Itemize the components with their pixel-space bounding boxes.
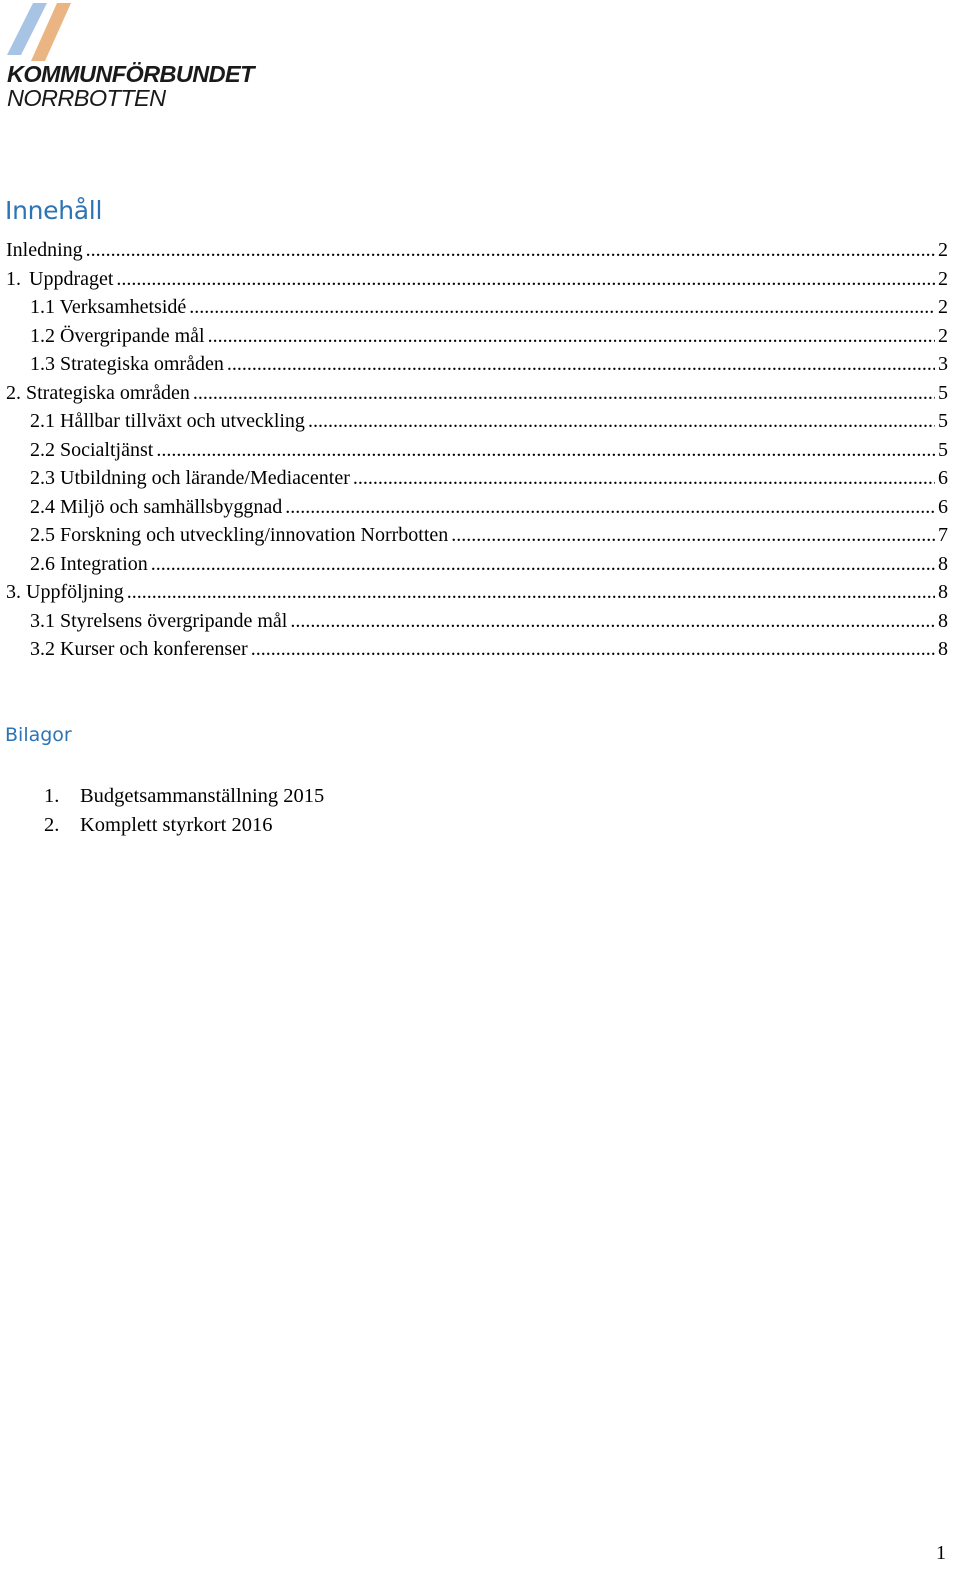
toc-entry-number: 2. [6, 381, 21, 404]
toc-entry-number: 2.3 [30, 467, 55, 489]
dot-leader [151, 550, 935, 579]
dot-leader [86, 236, 935, 265]
toc-entry-text [30, 493, 282, 522]
toc-entry-page: 6 [938, 467, 948, 489]
toc-entry-text [6, 236, 83, 265]
annex-item [44, 782, 324, 811]
toc-entry-page: 8 [938, 638, 948, 660]
table-of-contents [6, 236, 948, 664]
annex-list [44, 782, 324, 840]
dot-leader [193, 379, 935, 408]
dot-leader [156, 436, 935, 465]
toc-entry-number: 2.1 [30, 410, 55, 432]
toc-entry-text [30, 322, 205, 351]
toc-entry-label: Utbildning och lärande/Mediacenter [60, 467, 350, 489]
toc-entry-2-2[interactable] [6, 436, 948, 465]
toc-entry-label: Uppföljning [26, 581, 124, 603]
toc-entry-2[interactable] [6, 379, 948, 408]
toc-entry-number: 2.2 [30, 438, 55, 461]
annex-number: 2. [44, 814, 60, 836]
toc-entry-1-3[interactable] [6, 350, 948, 379]
toc-entry-text [6, 265, 113, 294]
toc-entry-3[interactable] [6, 578, 948, 607]
toc-entry-page: 5 [938, 438, 948, 461]
toc-entry-number: 1. [6, 267, 21, 290]
toc-entry-page: 2 [938, 239, 948, 261]
toc-entry-text [30, 521, 448, 550]
toc-entry-number: 3. [6, 581, 21, 603]
toc-entry-page: 8 [938, 581, 948, 603]
toc-entry-inledning[interactable] [6, 236, 948, 265]
dot-leader [308, 407, 935, 436]
toc-entry-text [6, 578, 124, 607]
toc-entry-page: 8 [938, 609, 948, 632]
toc-entry-number: 2.6 [30, 552, 55, 575]
toc-entry-text [30, 350, 224, 379]
toc-entry-number: 1.3 [30, 353, 55, 375]
toc-entry-page: 2 [938, 324, 948, 347]
dot-leader [227, 350, 935, 379]
toc-entry-page: 7 [938, 524, 948, 546]
toc-heading: Innehåll [5, 196, 103, 225]
toc-entry-text [30, 407, 305, 436]
annex-label: Komplett styrkort 2016 [80, 814, 273, 836]
toc-entry-label: Uppdraget [29, 267, 114, 290]
annex-label: Budgetsammanställning 2015 [80, 785, 325, 807]
toc-entry-text [30, 293, 186, 322]
dot-leader [208, 322, 935, 351]
toc-entry-text [30, 464, 350, 493]
toc-entry-3-1[interactable] [6, 607, 948, 636]
toc-entry-number: 1.1 [30, 296, 55, 318]
toc-entry-page: 8 [938, 552, 948, 575]
dot-leader [127, 578, 935, 607]
toc-entry-1-2[interactable] [6, 322, 948, 351]
dot-leader [189, 293, 935, 322]
toc-entry-2-4[interactable] [6, 493, 948, 522]
toc-entry-number: 2.5 [30, 524, 55, 546]
toc-entry-3-2[interactable] [6, 635, 948, 664]
toc-entry-text [30, 607, 287, 636]
logo-stripes-icon [7, 3, 87, 65]
annexes-heading: Bilagor [5, 724, 72, 746]
toc-entry-page: 3 [938, 353, 948, 375]
dot-leader [290, 607, 935, 636]
toc-entry-page: 2 [938, 296, 948, 318]
annex-item [44, 811, 324, 840]
toc-entry-label: Övergripande mål [60, 324, 205, 347]
toc-entry-label: Strategiska områden [60, 353, 224, 375]
toc-entry-2-3[interactable] [6, 464, 948, 493]
toc-entry-uppdraget[interactable] [6, 265, 948, 294]
toc-entry-1-1[interactable] [6, 293, 948, 322]
toc-entry-2-6[interactable] [6, 550, 948, 579]
toc-entry-label: Hållbar tillväxt och utveckling [60, 410, 305, 432]
toc-entry-label: Inledning [6, 239, 83, 261]
toc-entry-page: 5 [938, 410, 948, 432]
logo-wordmark-line1: KOMMUNFÖRBUNDET [7, 61, 254, 87]
toc-entry-page: 5 [938, 381, 948, 404]
toc-entry-number: 1.2 [30, 324, 55, 347]
dot-leader [251, 635, 935, 664]
toc-entry-text [30, 635, 248, 664]
toc-entry-page: 2 [938, 267, 948, 290]
dot-leader [353, 464, 935, 493]
organization-logo [7, 3, 267, 113]
toc-entry-label: Socialtjänst [60, 438, 154, 461]
toc-entry-label: Integration [60, 552, 148, 575]
dot-leader [285, 493, 935, 522]
toc-entry-label: Kurser och konferenser [60, 638, 248, 660]
page-number: 1 [936, 1542, 946, 1564]
logo-wordmark-line2: NORRBOTTEN [7, 85, 166, 111]
toc-entry-text [30, 436, 153, 465]
toc-entry-2-1[interactable] [6, 407, 948, 436]
toc-entry-page: 6 [938, 495, 948, 518]
toc-entry-number: 3.2 [30, 638, 55, 660]
toc-entry-label: Verksamhetsidé [59, 296, 187, 318]
dot-leader [451, 521, 935, 550]
toc-entry-text [30, 550, 148, 579]
toc-entry-number: 2.4 [30, 495, 55, 518]
dot-leader [116, 265, 935, 294]
toc-entry-label: Styrelsens övergripande mål [60, 609, 288, 632]
toc-entry-number: 3.1 [30, 609, 55, 632]
toc-entry-label: Forskning och utveckling/innovation Norrbotten [60, 524, 449, 546]
toc-entry-label: Strategiska områden [26, 381, 190, 404]
toc-entry-text [6, 379, 190, 408]
annex-number: 1. [44, 785, 60, 807]
toc-entry-label: Miljö och samhällsbyggnad [60, 495, 283, 518]
toc-entry-2-5[interactable] [6, 521, 948, 550]
